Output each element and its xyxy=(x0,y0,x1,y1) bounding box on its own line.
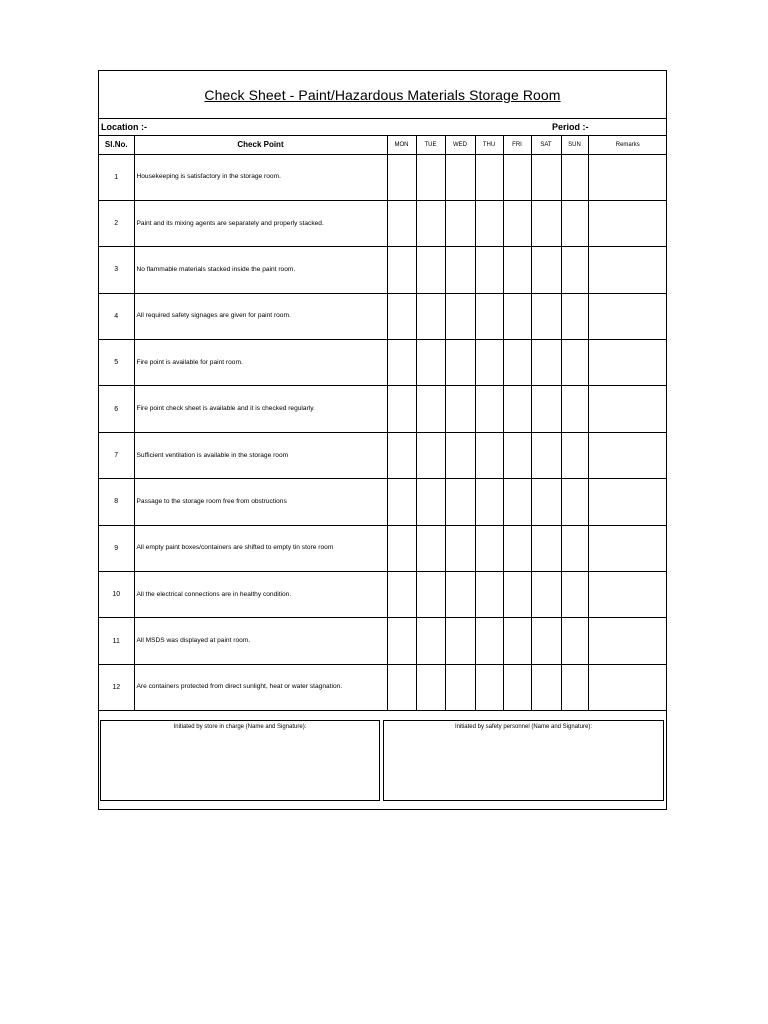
check-cell-fri[interactable] xyxy=(503,386,531,432)
row-slno: 3 xyxy=(99,247,134,293)
page-title: Check Sheet - Paint/Hazardous Materials Storage Room xyxy=(204,86,561,103)
check-cell-fri[interactable] xyxy=(503,154,531,200)
header-checkpoint: Check Point xyxy=(134,136,387,154)
row-slno: 9 xyxy=(99,525,134,571)
row-checkpoint: All required safety signages are given for paint room. xyxy=(134,293,387,339)
table-row xyxy=(99,618,667,664)
table-row xyxy=(99,293,667,339)
check-cell-mon[interactable] xyxy=(387,247,416,293)
check-cell-fri[interactable] xyxy=(503,479,531,525)
check-cell-tue[interactable] xyxy=(416,200,445,246)
row-slno: 5 xyxy=(99,340,134,386)
check-cell-thu[interactable] xyxy=(475,154,503,200)
check-cell-mon[interactable] xyxy=(387,432,416,478)
check-cell-tue[interactable] xyxy=(416,154,445,200)
check-cell-fri[interactable] xyxy=(503,572,531,618)
header-thu: THU xyxy=(475,136,503,154)
remarks-cell[interactable] xyxy=(588,340,667,386)
remarks-cell[interactable] xyxy=(588,572,667,618)
table-row xyxy=(99,340,667,386)
check-cell-sun[interactable] xyxy=(561,247,588,293)
remarks-cell[interactable] xyxy=(588,618,667,664)
check-cell-tue[interactable] xyxy=(416,618,445,664)
check-cell-sat[interactable] xyxy=(531,432,561,478)
check-cell-wed[interactable] xyxy=(445,200,475,246)
remarks-cell[interactable] xyxy=(588,154,667,200)
check-cell-sat[interactable] xyxy=(531,247,561,293)
check-cell-tue[interactable] xyxy=(416,386,445,432)
check-cell-tue[interactable] xyxy=(416,340,445,386)
header-remarks: Remarks xyxy=(588,136,667,154)
row-slno: 12 xyxy=(99,664,134,710)
check-cell-wed[interactable] xyxy=(445,618,475,664)
remarks-cell[interactable] xyxy=(588,525,667,571)
check-cell-mon[interactable] xyxy=(387,200,416,246)
check-cell-sat[interactable] xyxy=(531,525,561,571)
row-checkpoint: Passage to the storage room free from obstructions xyxy=(134,479,387,525)
check-cell-sat[interactable] xyxy=(531,154,561,200)
table-row xyxy=(99,247,667,293)
remarks-cell[interactable] xyxy=(588,386,667,432)
check-cell-sun[interactable] xyxy=(561,340,588,386)
store-incharge-signature-label: Initiated by store in charge (Name and Signature): xyxy=(173,724,307,730)
header-sat: SAT xyxy=(531,136,561,154)
check-cell-wed[interactable] xyxy=(445,340,475,386)
check-cell-tue[interactable] xyxy=(416,479,445,525)
check-cell-wed[interactable] xyxy=(445,293,475,339)
remarks-cell[interactable] xyxy=(588,432,667,478)
check-cell-sat[interactable] xyxy=(531,479,561,525)
check-cell-sat[interactable] xyxy=(531,293,561,339)
check-cell-thu[interactable] xyxy=(475,340,503,386)
row-checkpoint: No flammable materials stacked inside the paint room. xyxy=(134,247,387,293)
check-cell-wed[interactable] xyxy=(445,479,475,525)
table-row xyxy=(99,386,667,432)
check-cell-thu[interactable] xyxy=(475,618,503,664)
check-cell-sun[interactable] xyxy=(561,525,588,571)
check-cell-sat[interactable] xyxy=(531,200,561,246)
row-slno: 4 xyxy=(99,293,134,339)
row-slno: 1 xyxy=(99,154,134,200)
check-cell-tue[interactable] xyxy=(416,572,445,618)
header-row xyxy=(99,136,667,154)
row-slno: 10 xyxy=(99,572,134,618)
remarks-cell[interactable] xyxy=(588,293,667,339)
table-row xyxy=(99,664,667,710)
check-cell-thu[interactable] xyxy=(475,479,503,525)
check-cell-mon[interactable] xyxy=(387,340,416,386)
remarks-cell[interactable] xyxy=(588,664,667,710)
check-cell-sun[interactable] xyxy=(561,618,588,664)
check-cell-sun[interactable] xyxy=(561,479,588,525)
check-cell-thu[interactable] xyxy=(475,525,503,571)
check-cell-sat[interactable] xyxy=(531,386,561,432)
table-row xyxy=(99,525,667,571)
check-cell-sun[interactable] xyxy=(561,664,588,710)
row-checkpoint: Are containers protected from direct sunlight, heat or water stagnation. xyxy=(134,664,387,710)
check-cell-sat[interactable] xyxy=(531,340,561,386)
check-cell-thu[interactable] xyxy=(475,247,503,293)
row-slno: 7 xyxy=(99,432,134,478)
check-cell-tue[interactable] xyxy=(416,525,445,571)
table-row xyxy=(99,432,667,478)
check-cell-fri[interactable] xyxy=(503,525,531,571)
header-wed: WED xyxy=(445,136,475,154)
row-slno: 2 xyxy=(99,200,134,246)
check-cell-thu[interactable] xyxy=(475,386,503,432)
remarks-cell[interactable] xyxy=(588,247,667,293)
check-cell-mon[interactable] xyxy=(387,525,416,571)
remarks-cell[interactable] xyxy=(588,200,667,246)
store-incharge-signature-box[interactable] xyxy=(100,720,380,801)
check-cell-sun[interactable] xyxy=(561,293,588,339)
location-period-row xyxy=(99,119,666,136)
check-cell-sun[interactable] xyxy=(561,432,588,478)
check-cell-fri[interactable] xyxy=(503,618,531,664)
check-cell-wed[interactable] xyxy=(445,247,475,293)
check-cell-sun[interactable] xyxy=(561,200,588,246)
header-sun: SUN xyxy=(561,136,588,154)
check-cell-mon[interactable] xyxy=(387,293,416,339)
check-cell-wed[interactable] xyxy=(445,154,475,200)
row-checkpoint: All the electrical connections are in healthy condition. xyxy=(134,572,387,618)
table-row xyxy=(99,154,667,200)
check-cell-sun[interactable] xyxy=(561,572,588,618)
row-slno: 8 xyxy=(99,479,134,525)
table-row xyxy=(99,200,667,246)
check-cell-tue[interactable] xyxy=(416,432,445,478)
check-cell-sun[interactable] xyxy=(561,154,588,200)
row-checkpoint: All MSDS was displayed at paint room. xyxy=(134,618,387,664)
header-fri: FRI xyxy=(503,136,531,154)
check-cell-fri[interactable] xyxy=(503,664,531,710)
row-slno: 6 xyxy=(99,386,134,432)
header-tue: TUE xyxy=(416,136,445,154)
check-cell-sat[interactable] xyxy=(531,664,561,710)
check-cell-thu[interactable] xyxy=(475,200,503,246)
signature-footer xyxy=(99,712,666,810)
check-cell-sat[interactable] xyxy=(531,572,561,618)
table-row xyxy=(99,572,667,618)
remarks-cell[interactable] xyxy=(588,479,667,525)
row-checkpoint: Fire point check sheet is available and it is checked regularly. xyxy=(134,386,387,432)
title-row xyxy=(99,71,666,119)
check-cell-wed[interactable] xyxy=(445,432,475,478)
table-row xyxy=(99,479,667,525)
check-cell-wed[interactable] xyxy=(445,525,475,571)
safety-personnel-signature-box[interactable] xyxy=(383,720,664,801)
check-cell-thu[interactable] xyxy=(475,664,503,710)
checklist-table xyxy=(99,136,667,711)
check-cell-mon[interactable] xyxy=(387,154,416,200)
row-checkpoint: Housekeeping is satisfactory in the storage room. xyxy=(134,154,387,200)
check-cell-wed[interactable] xyxy=(445,386,475,432)
check-cell-thu[interactable] xyxy=(475,293,503,339)
check-cell-wed[interactable] xyxy=(445,664,475,710)
check-cell-fri[interactable] xyxy=(503,293,531,339)
check-cell-tue[interactable] xyxy=(416,664,445,710)
period-label: Period :- xyxy=(552,122,589,132)
row-checkpoint: Fire point is available for paint room. xyxy=(134,340,387,386)
check-cell-mon[interactable] xyxy=(387,386,416,432)
check-cell-fri[interactable] xyxy=(503,340,531,386)
check-cell-mon[interactable] xyxy=(387,572,416,618)
check-cell-thu[interactable] xyxy=(475,572,503,618)
header-slno: Sl.No. xyxy=(99,136,134,154)
check-sheet xyxy=(98,70,667,810)
check-cell-sun[interactable] xyxy=(561,386,588,432)
row-checkpoint: Sufficient ventilation is available in the storage room xyxy=(134,432,387,478)
check-cell-wed[interactable] xyxy=(445,572,475,618)
check-cell-mon[interactable] xyxy=(387,479,416,525)
header-mon: MON xyxy=(387,136,416,154)
location-label: Location :- xyxy=(101,122,147,132)
check-cell-fri[interactable] xyxy=(503,247,531,293)
safety-personnel-signature-label: Initiated by safety personnel (Name and Signature): xyxy=(454,724,593,730)
check-cell-tue[interactable] xyxy=(416,247,445,293)
check-cell-sat[interactable] xyxy=(531,618,561,664)
row-slno: 11 xyxy=(99,618,134,664)
row-checkpoint: Paint and its mixing agents are separately and properly stacked. xyxy=(134,200,387,246)
check-cell-fri[interactable] xyxy=(503,200,531,246)
check-cell-thu[interactable] xyxy=(475,432,503,478)
check-cell-fri[interactable] xyxy=(503,432,531,478)
check-cell-mon[interactable] xyxy=(387,664,416,710)
check-cell-mon[interactable] xyxy=(387,618,416,664)
row-checkpoint: All empty paint boxes/containers are shifted to empty tin store room xyxy=(134,525,387,571)
check-cell-tue[interactable] xyxy=(416,293,445,339)
